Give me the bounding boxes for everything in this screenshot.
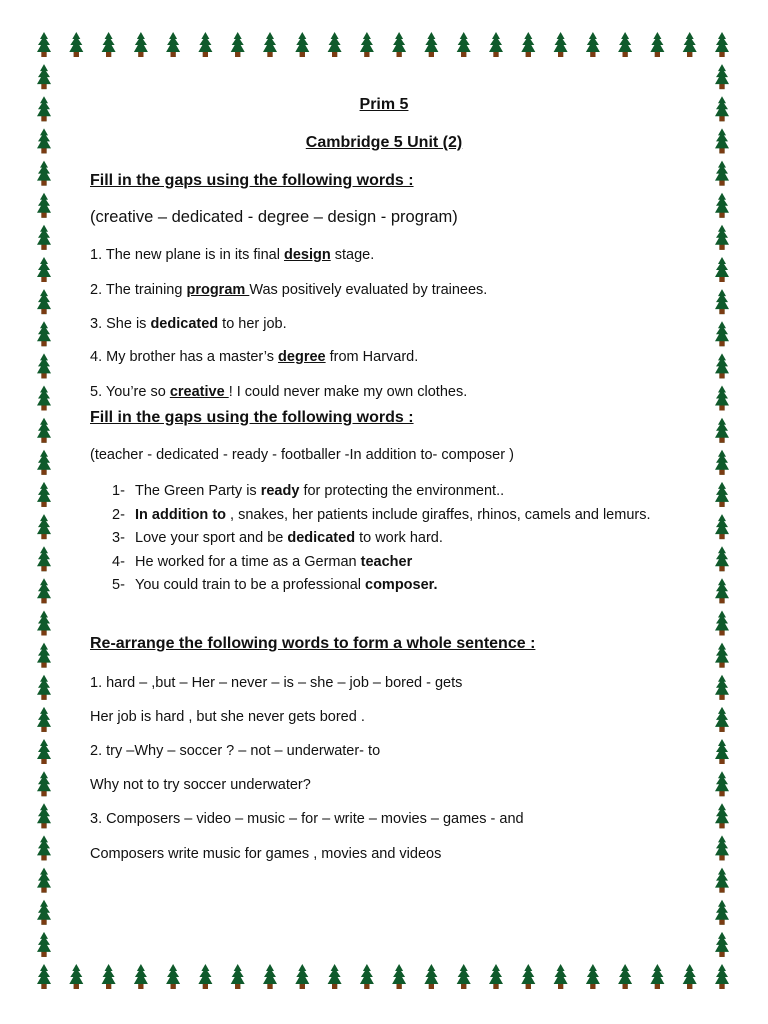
section1-item: 2. The training program Was positively evaluated by trainees. bbox=[90, 282, 488, 298]
pine-tree-icon bbox=[586, 32, 600, 57]
pine-tree-icon bbox=[37, 771, 51, 796]
pine-tree-icon bbox=[715, 835, 729, 860]
pine-tree-icon bbox=[457, 32, 471, 57]
pine-tree-icon bbox=[554, 32, 568, 57]
list-item: 3- Love your sport and be dedicated to work hard. bbox=[112, 530, 443, 546]
section2-word-bank: (teacher - dedicated - ready - footballer -In addition to- composer ) bbox=[90, 447, 514, 463]
pine-tree-icon bbox=[715, 707, 729, 732]
pine-tree-icon bbox=[198, 964, 212, 989]
page-title: Prim 5 bbox=[359, 96, 409, 113]
pine-tree-icon bbox=[715, 739, 729, 764]
pine-tree-icon bbox=[295, 964, 309, 989]
pine-tree-icon bbox=[37, 643, 51, 668]
pine-tree-icon bbox=[166, 964, 180, 989]
section1-word-bank: (creative – dedicated - degree – design - program) bbox=[90, 208, 458, 226]
pine-tree-icon bbox=[37, 193, 51, 218]
pine-tree-icon bbox=[37, 964, 51, 989]
pine-tree-icon bbox=[37, 835, 51, 860]
pine-tree-icon bbox=[37, 803, 51, 828]
answer: dedicated bbox=[150, 316, 219, 332]
pine-tree-icon bbox=[521, 32, 535, 57]
section1-item: 4. My brother has a master’s degree from Harvard. bbox=[90, 349, 419, 365]
pine-tree-icon bbox=[37, 418, 51, 443]
pine-tree-icon bbox=[715, 675, 729, 700]
pine-tree-icon bbox=[715, 161, 729, 186]
answer: teacher bbox=[360, 553, 413, 570]
pine-tree-icon bbox=[650, 32, 664, 57]
pine-tree-icon bbox=[715, 225, 729, 250]
section1-item: 5. You’re so creative ! I could never make my own clothes. bbox=[90, 384, 468, 400]
pine-tree-icon bbox=[715, 482, 729, 507]
pine-tree-icon bbox=[360, 964, 374, 989]
pine-tree-icon bbox=[37, 257, 51, 282]
pine-tree-icon bbox=[715, 96, 729, 121]
pine-tree-icon bbox=[69, 964, 83, 989]
list-item: 4- He worked for a time as a German teacher bbox=[112, 553, 413, 570]
pine-tree-icon bbox=[102, 964, 116, 989]
pine-tree-icon bbox=[715, 514, 729, 539]
pine-tree-icon bbox=[618, 32, 632, 57]
pine-tree-icon bbox=[489, 32, 503, 57]
pine-tree-icon bbox=[263, 32, 277, 57]
pine-tree-icon bbox=[715, 321, 729, 346]
pine-tree-icon bbox=[683, 964, 697, 989]
scrambled-words: 2. try –Why – soccer ? – not – underwater- to bbox=[90, 743, 381, 759]
pine-tree-icon bbox=[715, 932, 729, 957]
pine-tree-icon bbox=[37, 900, 51, 925]
pine-tree-icon bbox=[37, 482, 51, 507]
section1-item: 3. She is dedicated to her job. bbox=[90, 316, 287, 332]
pine-tree-icon bbox=[37, 161, 51, 186]
pine-tree-icon bbox=[715, 257, 729, 282]
pine-tree-icon bbox=[198, 32, 212, 57]
pine-tree-icon bbox=[715, 643, 729, 668]
pine-tree-icon bbox=[328, 964, 342, 989]
pine-tree-icon bbox=[424, 32, 438, 57]
pine-tree-icon bbox=[715, 64, 729, 89]
pine-tree-icon bbox=[586, 964, 600, 989]
pine-tree-icon bbox=[231, 32, 245, 57]
pine-tree-icon bbox=[360, 32, 374, 57]
pine-tree-icon bbox=[37, 546, 51, 571]
pine-tree-icon bbox=[37, 450, 51, 475]
pine-tree-icon bbox=[715, 900, 729, 925]
pine-tree-icon bbox=[521, 964, 535, 989]
answer: composer. bbox=[365, 577, 438, 593]
pine-tree-icon bbox=[37, 578, 51, 603]
pine-tree-icon bbox=[715, 771, 729, 796]
pine-tree-icon bbox=[37, 932, 51, 957]
pine-tree-icon bbox=[134, 964, 148, 989]
pine-tree-icon bbox=[37, 868, 51, 893]
section2-list bbox=[90, 480, 660, 598]
answer: dedicated bbox=[287, 530, 356, 546]
pine-tree-icon bbox=[715, 193, 729, 218]
pine-tree-icon bbox=[37, 611, 51, 636]
pine-tree-icon bbox=[37, 675, 51, 700]
sentence-answer: Her job is hard , but she never gets bored . bbox=[90, 709, 365, 725]
pine-tree-icon bbox=[37, 514, 51, 539]
pine-tree-icon bbox=[69, 32, 83, 57]
pine-tree-icon bbox=[715, 546, 729, 571]
pine-tree-icon bbox=[37, 353, 51, 378]
section1-heading: Fill in the gaps using the following words : bbox=[90, 172, 414, 189]
scrambled-words: 3. Composers – video – music – for – write – movies – games - and bbox=[90, 811, 524, 827]
pine-tree-icon bbox=[715, 353, 729, 378]
pine-tree-icon bbox=[554, 964, 568, 989]
pine-tree-icon bbox=[715, 289, 729, 314]
pine-tree-icon bbox=[37, 32, 51, 57]
pine-tree-icon bbox=[618, 964, 632, 989]
pine-tree-icon bbox=[715, 803, 729, 828]
pine-tree-icon bbox=[715, 418, 729, 443]
pine-tree-icon bbox=[715, 578, 729, 603]
answer: In addition to bbox=[135, 506, 227, 523]
list-item: 2- In addition to , snakes, her patients include giraffes, rhinos, camels and lemurs. bbox=[112, 506, 651, 523]
pine-tree-icon bbox=[392, 32, 406, 57]
pine-tree-icon bbox=[166, 32, 180, 57]
pine-tree-icon bbox=[424, 964, 438, 989]
answer: ready bbox=[260, 483, 300, 499]
pine-tree-icon bbox=[37, 289, 51, 314]
pine-tree-icon bbox=[37, 96, 51, 121]
answer: creative bbox=[169, 384, 229, 400]
answer: design bbox=[283, 247, 331, 263]
page-subtitle: Cambridge 5 Unit (2) bbox=[305, 134, 463, 151]
pine-tree-icon bbox=[715, 868, 729, 893]
section1-item: 1. The new plane is in its final design stage. bbox=[90, 247, 375, 263]
sentence-answer: Why not to try soccer underwater? bbox=[90, 777, 311, 793]
pine-tree-icon bbox=[295, 32, 309, 57]
pine-tree-icon bbox=[392, 964, 406, 989]
pine-tree-icon bbox=[102, 32, 116, 57]
pine-tree-icon bbox=[457, 964, 471, 989]
pine-tree-icon bbox=[37, 128, 51, 153]
pine-tree-icon bbox=[37, 64, 51, 89]
answer: degree bbox=[278, 349, 326, 365]
section3-heading: Re-arrange the following words to form a whole sentence : bbox=[90, 635, 536, 652]
pine-tree-icon bbox=[715, 611, 729, 636]
section2-heading: Fill in the gaps using the following words : bbox=[90, 409, 414, 426]
pine-tree-icon bbox=[650, 964, 664, 989]
pine-tree-icon bbox=[231, 964, 245, 989]
pine-tree-icon bbox=[715, 450, 729, 475]
pine-tree-icon bbox=[263, 964, 277, 989]
pine-tree-icon bbox=[328, 32, 342, 57]
pine-tree-icon bbox=[37, 321, 51, 346]
pine-tree-icon bbox=[715, 128, 729, 153]
answer: program bbox=[186, 282, 250, 298]
pine-tree-icon bbox=[683, 32, 697, 57]
pine-tree-icon bbox=[715, 386, 729, 411]
sentence-answer: Composers write music for games , movies and videos bbox=[90, 846, 442, 862]
pine-tree-icon bbox=[134, 32, 148, 57]
pine-tree-icon bbox=[37, 739, 51, 764]
pine-tree-icon bbox=[37, 707, 51, 732]
pine-tree-icon bbox=[715, 32, 729, 57]
list-item: 5- You could train to be a professional composer. bbox=[112, 577, 438, 593]
pine-tree-icon bbox=[715, 964, 729, 989]
scrambled-words: 1. hard – ,but – Her – never – is – she – job – bored - gets bbox=[90, 675, 463, 691]
pine-tree-icon bbox=[489, 964, 503, 989]
list-item: 1- The Green Party is ready for protecting the environment.. bbox=[112, 483, 505, 499]
pine-tree-icon bbox=[37, 386, 51, 411]
pine-tree-icon bbox=[37, 225, 51, 250]
